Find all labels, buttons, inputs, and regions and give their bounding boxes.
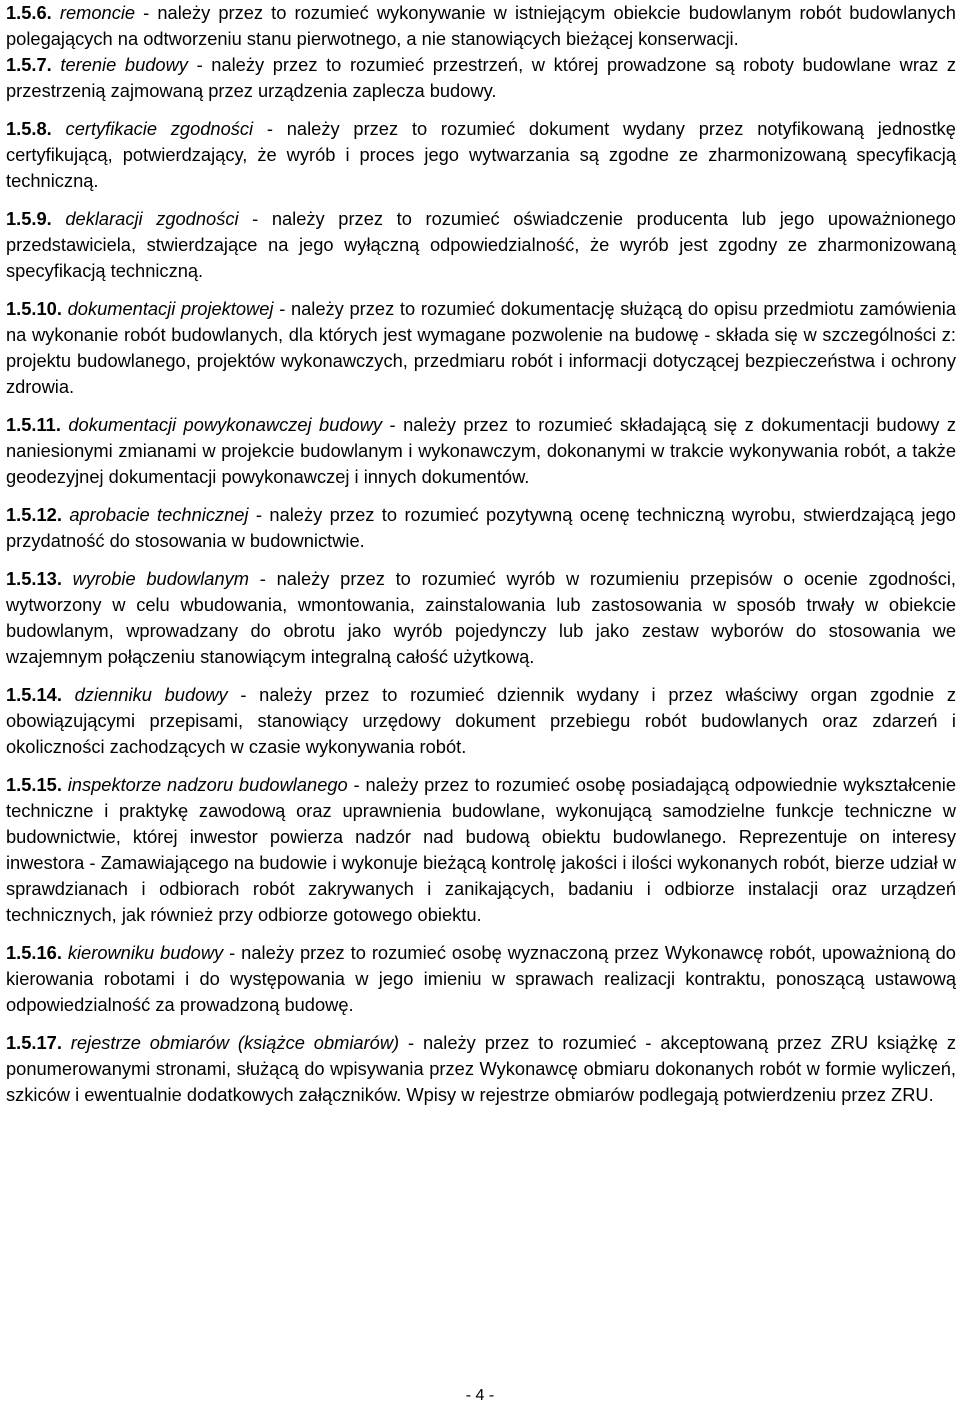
- definition-text: - należy przez to rozumieć dziennik wydany i przez właściwy organ zgodnie z obowiązującymi przepisami, stanowiący urzędowy dokument przebiegu robót budowlanych oraz zdarzeń i okoliczności zachodzących w czasie wykonywania robót.: [6, 684, 956, 757]
- definition-text: - należy przez to rozumieć wykonywanie w istniejącym obiekcie budowlanym robót budowlanych polegających na odtworzeniu stanu pierwotnego, a nie stanowiących bieżącej konserwacji.: [6, 2, 956, 49]
- definition-text: - należy przez to rozumieć dokumentację służącą do opisu przedmiotu zamówienia na wykonanie robót budowlanych, dla których jest wymagane pozwolenie na budowę - składa się w szczególności z: projektu budowlanego, projektów wykonawczych, przedmiaru robót i informacji dotyczącej bezpieczeństwa i ochrony zdrowia.: [6, 298, 956, 397]
- definition-term: inspektorze nadzoru budowlanego: [67, 774, 348, 795]
- definition-text: - należy przez to rozumieć pozytywną ocenę techniczną wyrobu, stwierdzającą jego przydatność do stosowania w budownictwie.: [6, 504, 956, 551]
- definition-1-5-11: [6, 412, 956, 490]
- definition-term: dokumentacji powykonawczej budowy: [68, 414, 383, 435]
- definition-term: rejestrze obmiarów (książce obmiarów): [70, 1032, 400, 1053]
- definition-1-5-15: [6, 772, 956, 928]
- document-page: [6, 0, 956, 1108]
- definition-1-5-6: [6, 0, 956, 52]
- page-number: - 4 -: [465, 1387, 495, 1404]
- definition-number: 1.5.8.: [6, 118, 52, 139]
- definition-term: dokumentacji projektowej: [67, 298, 274, 319]
- definition-text: - należy przez to rozumieć wyrób w rozumieniu przepisów o ocenie zgodności, wytworzony w celu wbudowania, wmontowania, zainstalowania lub zastosowania w sposób trwały w obiekcie budowlanym, wprowadzany do obrotu jako wyrób pojedynczy lub jako zestaw wyborów do stosowania we wzajemnym połączeniu stanowiącym integralną całość użytkową.: [6, 568, 956, 667]
- definition-number: 1.5.13.: [6, 568, 62, 589]
- definition-number: 1.5.14.: [6, 684, 62, 705]
- definition-1-5-16: [6, 940, 956, 1018]
- definition-term: wyrobie budowlanym: [72, 568, 250, 589]
- definition-1-5-12: [6, 502, 956, 554]
- definition-number: 1.5.7.: [6, 54, 52, 75]
- definition-number: 1.5.17.: [6, 1032, 62, 1053]
- definition-number: 1.5.10.: [6, 298, 62, 319]
- definition-1-5-13: [6, 566, 956, 670]
- definition-term: certyfikacie zgodności: [65, 118, 254, 139]
- definition-text: - należy przez to rozumieć osobę posiadającą odpowiednie wykształcenie techniczne i praktykę zawodową oraz uprawnienia budowlane, wykonującą samodzielne funkcje techniczne w budownictwie, której inwestor powierza nadzór nad budową obiektu budowlanego. Reprezentuje on interesy inwestora - Zamawiającego na budowie i wykonuje bieżącą kontrolę jakości i ilości wykonanych robót, bierze udział w sprawdzianach i odbiorach robót zakrywanych i zanikających, badaniu i odbiorze instalacji oraz urządzeń technicznych, jak również przy odbiorze gotowego obiektu.: [6, 774, 956, 925]
- definition-1-5-7: [6, 52, 956, 104]
- definition-number: 1.5.15.: [6, 774, 62, 795]
- definition-number: 1.5.12.: [6, 504, 62, 525]
- definition-text: - należy przez to rozumieć składającą się z dokumentacji budowy z naniesionymi zmianami w projekcie budowlanym i wykonawczym, dokonanymi w trakcie wykonywania robót, a także geodezyjnej dokumentacji powykonawczej i innych dokumentów.: [6, 414, 956, 487]
- definition-1-5-8: [6, 116, 956, 194]
- definition-1-5-17: [6, 1030, 956, 1108]
- definition-number: 1.5.16.: [6, 942, 62, 963]
- definition-number: 1.5.11.: [6, 414, 61, 435]
- definition-number: 1.5.9.: [6, 208, 52, 229]
- definition-1-5-10: [6, 296, 956, 400]
- definition-text: - należy przez to rozumieć przestrzeń, w której prowadzone są roboty budowlane wraz z przestrzenią zajmowaną przez urządzenia zaplecza budowy.: [6, 54, 956, 101]
- definition-text: - należy przez to rozumieć - akceptowaną przez ZRU książkę z ponumerowanymi stronami, służącą do wpisywania przez Wykonawcę obmiaru dokonanych robót w formie wyliczeń, szkiców i ewentualnie dodatkowych załączników. Wpisy w rejestrze obmiarów podlegają potwierdzeniu przez ZRU.: [6, 1032, 956, 1105]
- definition-1-5-9: [6, 206, 956, 284]
- definition-term: aprobacie technicznej: [69, 504, 249, 525]
- definition-term: kierowniku budowy: [67, 942, 224, 963]
- definition-term: deklaracji zgodności: [65, 208, 239, 229]
- definition-text: - należy przez to rozumieć osobę wyznaczoną przez Wykonawcę robót, upoważnioną do kierowania robotami i do występowania w jego imieniu w sprawach realizacji kontraktu, ponoszącą ustawową odpowiedzialność za prowadzoną budowę.: [6, 942, 956, 1015]
- definition-1-5-14: [6, 682, 956, 760]
- definition-text: - należy przez to rozumieć oświadczenie producenta lub jego upoważnionego przedstawiciela, stwierdzające na jego wyłączną odpowiedzialność, że wyrób jest zgodny ze zharmonizowaną specyfikacją techniczną.: [6, 208, 956, 281]
- definition-number: 1.5.6.: [6, 2, 52, 23]
- definition-term: dzienniku budowy: [74, 684, 228, 705]
- definition-term: terenie budowy: [60, 54, 188, 75]
- definition-term: remoncie: [59, 2, 136, 23]
- definition-text: - należy przez to rozumieć dokument wydany przez notyfikowaną jednostkę certyfikującą, potwierdzający, że wyrób i proces jego wytwarzania są zgodne ze zharmonizowaną specyfikacją techniczną.: [6, 118, 956, 191]
